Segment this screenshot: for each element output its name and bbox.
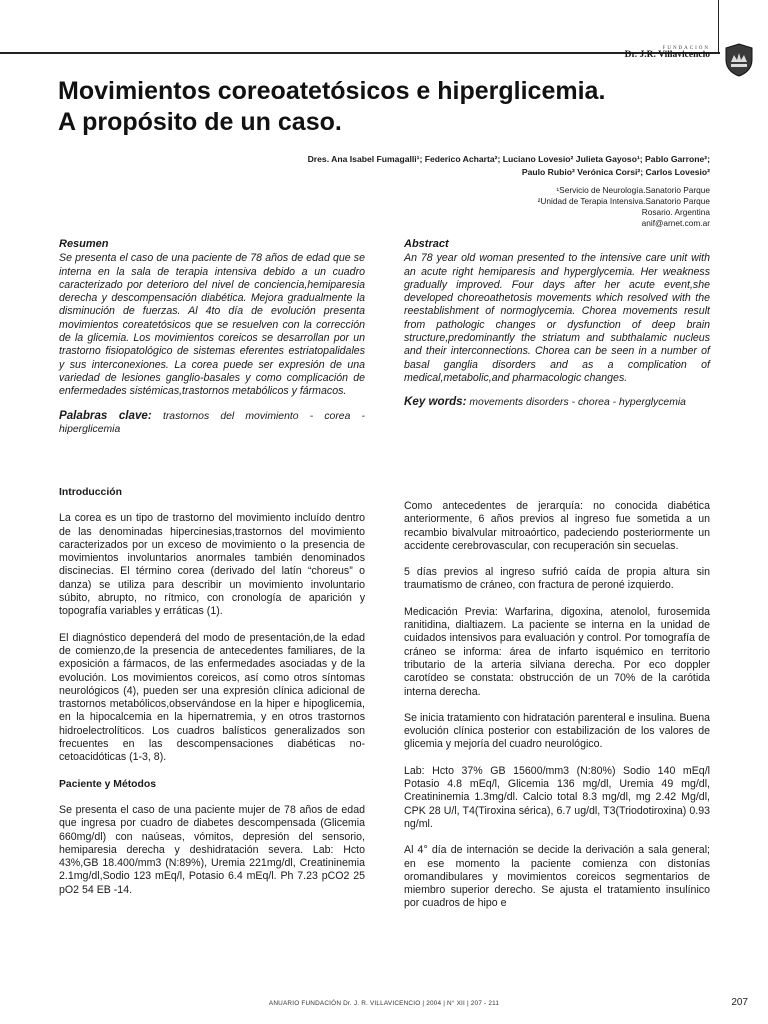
abstract-heading: Abstract xyxy=(404,238,449,250)
author-list xyxy=(70,153,710,179)
abstract-text: An 78 year old woman presented to the intensive care unit with an acute right hemiparesis and hyperglycemia. Her weakness gradually improved. Four days after her acute event,she developed choreoathetosis movements which resolved with the reestablishment of normoglycemia. Chorea movements result from pathologic changes or dysfunction of deep brain structure,predominantly the striatum and subthalamic nucleus and their interconnections. Chorea can be seen in a number of basal ganglia disorders and as a complication of medical,metabolic,and pharmacologic changes. xyxy=(404,252,710,384)
intro-paragraph-1: La corea es un tipo de trastorno del movimiento incluído dentro de las denominadas hipercinesias,trastornos del movimiento caracterizados por un exceso de movimiento o la presencia de movimientos involuntarios anormales también denominados discinecias. El término corea (derivado del latín “choreus” o danza) se utiliza para describir un movimiento involuntario súbito, abrupto, no rítmico, con cronología de aparición y topografía variables y erráticas (1). xyxy=(59,512,365,618)
page-number: 207 xyxy=(731,997,748,1008)
foundation-name: Dr. J.R. Villavicencio xyxy=(624,50,710,60)
abstract-section xyxy=(404,238,710,410)
header-rule xyxy=(0,52,720,54)
affiliations xyxy=(538,185,710,229)
methods-heading: Paciente y Métodos xyxy=(59,778,157,790)
header-side-rule xyxy=(718,0,719,54)
right-paragraph-3: Medicación Previa: Warfarina, digoxina, atenolol, furosemida ranitidina, dialtiazem. La paciente se interna en la unidad de cuidados intensivos para evaluación y control. Por tomografía de cráneo se informa: área de infarto isquémico en territorio tributario de la arteria silviana derecha. Por eco doppler carotídeo se constata: obstrucción de un 70% de la carótida interna derecha. xyxy=(404,605,710,698)
resumen-keywords-label: Palabras clave: xyxy=(59,408,152,422)
right-paragraph-1: Como antecedentes de jerarquía: no conocida diabética anteriormente, 6 años previos al ingreso fue sometida a un recambio bivalvular mitroaórtico, padeciendo posteriormente un accidente cerebrovascular, con recuperación sin secuelas. xyxy=(404,500,710,552)
methods-paragraph-1: Se presenta el caso de una paciente mujer de 78 años de edad que ingresa por cuadro de diabetes descompensada (Glicemia 660mg/dl) con naúseas, vómitos, depresión del sensorio, hemiparesia derecha y deshidratación severa. Lab: Hcto 43%,GB 18.400/mm3 (N:89%), Uremia 221mg/dl, Creatininemia 2.1mg/dl,Sodio 123 mEq/l, Potasio 6.4 mEq/l. Ph 7.23 pCO2 25 pO2 54 EB -14. xyxy=(59,803,365,896)
affiliation-city: Rosario. Argentina xyxy=(641,207,710,217)
title-line-1: Movimientos coreoatetósicos e hiperglicemia. xyxy=(58,77,606,105)
abstract-keywords-label: Key words: xyxy=(404,395,467,409)
body-left-column xyxy=(59,486,365,910)
resumen-heading: Resumen xyxy=(59,238,109,250)
intro-heading: Introducción xyxy=(59,487,122,498)
resumen-keywords xyxy=(59,409,365,437)
foundation-masthead xyxy=(625,46,710,60)
article-title xyxy=(58,76,718,138)
right-paragraph-4: Se inicia tratamiento con hidratación parenteral e insulina. Buena evolución clínica posterior con estabilización de los valores de glicemia y mejoría del cuadro neurológico. xyxy=(404,711,710,751)
abstract-keywords-text: movements disorders - chorea - hyperglycemia xyxy=(469,397,686,409)
title-line-2: A propósito de un caso. xyxy=(58,108,342,136)
right-paragraph-6: Al 4° día de internación se decide la derivación a sala general; en ese momento la paciente comienza con distonías oromandibulares y movimientos coreicos segmentarios de miembro superior derecho. Se ajusta el tratamiento insulínico por cuadros de hipo e xyxy=(404,844,710,910)
affiliation-2: ²Unidad de Terapia Intensiva.Sanatorio Parque xyxy=(537,196,710,206)
journal-footer: ANUARIO FUNDACIÓN Dr. J. R. VILLAVICENCIO | 2004 | N° XII | 207 - 211 xyxy=(268,1000,500,1007)
resumen-text: Se presenta el caso de una paciente de 78 años de edad que se interna en la sala de terapia intensiva debido a un cuadro caracterizado por deterioro del nivel de conciencia,hemiparesia derecha y descompensación diabética. Mejora gradualmente la disminución de fuerzas. Al 4to día de evolución presenta movimientos coreatetósicos que se resuelven con la corrección de la glicemia. Los movimientos coreicos se desarrollan por un trastorno fisiopatológico de sistemas eferentes estriatopalidales y sus interconexiones. La corea puede ser expresión de una variedad de lesiones ganglio-basales y como complicación de enfermedades sistémicas,trastornos metabólicos y fármacos. xyxy=(59,252,365,398)
contact-email[interactable]: anif@arnet.com.ar xyxy=(641,218,710,228)
resumen-keywords-text: trastornos del movimiento - corea - hiperglicemia xyxy=(59,410,366,435)
intro-paragraph-2: El diagnóstico dependerá del modo de presentación,de la edad de comienzo,de la presencia de antecedentes familiares, de la exposición a fármacos, de las enfermedades asociadas y de la evolución. Los movimientos coreicos, así como otros síntomas neurológicos (4), pueden ser una expresión clínica adicional de trastornos metabólicos,observándose en la hiper e hipoglicemia, en la hipocalcemia en la hipernatremia, y en otros trastornos hidroelectrolíticos. Los cuadros balísticos generalizados son frecuentes en las descompensaciones diabéticas no-cetoacidóticas (1-3, 8). xyxy=(59,631,365,764)
shield-logo-icon xyxy=(722,42,756,78)
authors-line-2: Paulo Rubio² Verónica Corsi²; Carlos Lovesio² xyxy=(521,167,710,177)
resumen-section xyxy=(59,238,365,436)
foundation-small-label: FUNDACION xyxy=(662,46,710,51)
abstract-keywords xyxy=(404,395,710,409)
right-paragraph-2: 5 días previos al ingreso sufrió caída de propia altura sin traumatismo de cráneo, con fractura de peroné izquierdo. xyxy=(404,566,710,592)
affiliation-1: ¹Servicio de Neurología.Sanatorio Parque xyxy=(556,185,710,195)
right-paragraph-5: Lab: Hcto 37% GB 15600/mm3 (N:80%) Sodio 140 mEq/l Potasio 4.8 mEq/l, Glicemia 136 mg/dl, Uremia 49 mg/dl, Creatininemia 1.3mg/dl. Calcio total 8.3 mg/dl, mg 2.42 Mg/dl, CPK 28 U/l, T4(Tiroxina sérica), 6.7 ug/dl, T3(Triodotiroxina) 0.93 ng/ml. xyxy=(404,764,710,830)
body-right-column xyxy=(404,500,710,924)
authors-line-1: Dres. Ana Isabel Fumagalli¹; Federico Acharta²; Luciano Lovesio² Julieta Gayoso¹; Pablo Garrone²; xyxy=(307,154,710,164)
